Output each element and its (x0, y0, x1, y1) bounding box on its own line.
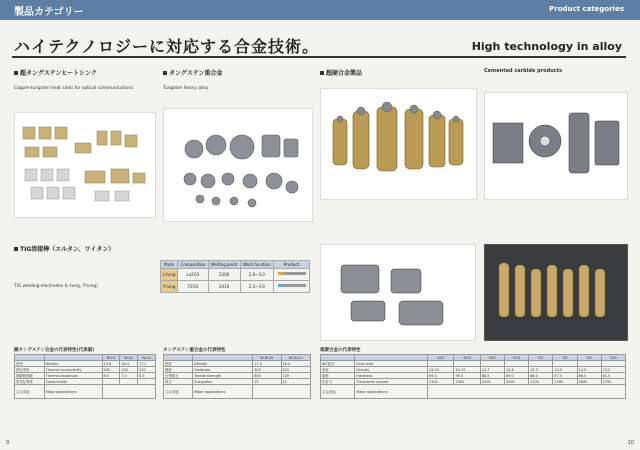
table2 (163, 354, 311, 399)
table-cell: 主な用途 (321, 385, 355, 399)
table-cell: 2700 (601, 379, 625, 385)
table-cell: 220 (120, 367, 138, 373)
section-heavy-alloy-title: タングステン重合金 (163, 68, 222, 77)
table-cell: 89.5 (428, 373, 454, 379)
table1-title: 銅タングステン合金の代表特性(代表値) (14, 348, 95, 353)
table-cell: 14.9 (577, 367, 601, 373)
tig-work: 2.3~3.9 (240, 281, 274, 293)
carbide-rods-photo (484, 244, 628, 341)
tig-mark: Y-tung (161, 281, 178, 293)
table-cell: 88.0 (529, 373, 553, 379)
table-cell: 90.0 (454, 373, 480, 379)
section-carbide-title: 超硬合金製品 (320, 68, 362, 77)
table-cell: 2000 (505, 379, 529, 385)
table-cell: 8.3 (138, 373, 156, 379)
table-cell: 86.0 (577, 373, 601, 379)
section-carbide-en-text (484, 76, 626, 90)
table3-title: 超硬合金の代表特性 (320, 348, 361, 353)
tig-product-icon (274, 269, 310, 281)
carbide-tools-photo (484, 92, 628, 200)
section-heavy-alloy-en-text (163, 92, 311, 104)
table1 (14, 354, 156, 399)
table-cell: Thermal conductivity (44, 367, 102, 373)
tig-table-header (161, 261, 310, 269)
table-cell: 硬度 (164, 367, 193, 373)
tig-melting: 2300 (208, 269, 240, 281)
section-heavy-alloy-text (163, 76, 311, 85)
table-cell: 電気伝導率 (15, 379, 45, 385)
section-tig-en-text (14, 292, 154, 340)
section-carbide-en: Cemented carbide products (484, 68, 563, 74)
table3-col: G3 (553, 355, 577, 361)
section-heat-sink-text (14, 76, 154, 85)
table-row (164, 385, 311, 399)
tig-row-y-tung (161, 281, 310, 293)
table1-col: W-Cu (102, 355, 120, 361)
table-row (321, 385, 626, 399)
page-title: ハイテクノロジーに対応する合金技術。 (14, 37, 320, 56)
section-heavy-alloy-en: Tungsten heavy alloy (163, 86, 209, 91)
table-cell: 16.4 (120, 361, 138, 367)
table-cell: 720 (281, 373, 310, 379)
section-tig-title: TIG溶接棒（エルタン、ワイタン） (14, 244, 114, 253)
heat-sink-photo (14, 112, 156, 218)
table-cell: 2200 (529, 379, 553, 385)
table2-title: タングステン重合金の代表特性 (163, 348, 226, 353)
table-cell: 2100 (428, 379, 454, 385)
carbide-rods-image (485, 245, 627, 340)
table-cell: Density (355, 367, 428, 373)
table-cell: Hardness (193, 367, 253, 373)
table-cell: 2300 (454, 379, 480, 385)
table-cell: 2500 (553, 379, 577, 385)
table-cell: 14.8 (505, 367, 529, 373)
table-cell: 硬度 (321, 373, 355, 379)
table-cell: 250 (138, 367, 156, 373)
drill-bits-image (321, 89, 476, 199)
heavy-alloy-photo (163, 108, 313, 222)
table3-col: V30 (601, 355, 625, 361)
wear-parts-image (321, 245, 475, 340)
tig-row-l-tung (161, 269, 310, 281)
table-cell: Grain size (355, 361, 428, 367)
tig-col-melting: Melting point (208, 261, 240, 269)
tig-product-icon (274, 281, 310, 293)
table-cell (253, 385, 311, 399)
carbide-description-jp (320, 206, 474, 236)
table3-col: K20 (428, 355, 454, 361)
section-carbide-text (320, 76, 474, 85)
table-cell: 熱膨張係数 (15, 373, 45, 379)
table-cell: 200 (102, 367, 120, 373)
table-cell: 300 (253, 367, 281, 373)
tig-col-work: Work function (240, 261, 274, 269)
section-heat-sink-en-text (14, 92, 154, 109)
table3-col: G2 (529, 355, 553, 361)
table-cell: 88.5 (480, 373, 504, 379)
table-cell: 6.5 (102, 373, 120, 379)
table-cell: 伸び (164, 379, 193, 385)
table-cell (428, 385, 626, 399)
table-cell: 抗折力 (321, 379, 355, 385)
table-cell: 密度 (321, 367, 355, 373)
table-cell: Tensile strength (193, 373, 253, 379)
tig-melting: 2410 (208, 281, 240, 293)
table-cell: 2800 (577, 379, 601, 385)
table-cell: 81.5 (601, 373, 625, 379)
table-cell: 17.0 (253, 361, 281, 367)
carbide-description-en (484, 202, 626, 232)
table3-col: M20 (454, 355, 480, 361)
table-cell: Density (44, 361, 102, 367)
table1-col: W-Cu (120, 355, 138, 361)
table-cell: 熱伝導率 (15, 367, 45, 373)
table-cell: 89.0 (505, 373, 529, 379)
carbide-bits-photo (320, 88, 477, 200)
table-cell: Major applications (193, 385, 253, 399)
section-heat-sink-en: Copper-tungsten heat sinks for optical communications (14, 86, 134, 91)
table-cell: 14.7 (480, 367, 504, 373)
table-cell: 引張強さ (164, 373, 193, 379)
table-cell: Density (193, 361, 253, 367)
tig-composition: La2O3 (178, 269, 208, 281)
table-cell: 15.6 (102, 361, 120, 367)
page-subtitle: High technology in alloy (471, 40, 622, 53)
heavy-alloy-image (164, 109, 312, 221)
table-cell: 主な用途 (15, 385, 45, 399)
table-cell: 320 (281, 367, 310, 373)
table-cell: 密度 (164, 361, 193, 367)
table-cell: 14.9 (553, 367, 577, 373)
table-row (15, 385, 156, 399)
table-cell: 14.9 (529, 367, 553, 373)
table-cell: 13.0 (601, 367, 625, 373)
page-number-right: 10 (627, 440, 634, 446)
page-number-left: 9 (6, 440, 10, 446)
table-cell: Major applications (44, 385, 102, 399)
table1-col: W-Cu (138, 355, 156, 361)
carbide-tools-image (485, 93, 627, 199)
table-cell: WC粒径 (321, 361, 355, 367)
table-cell: Hardness (355, 373, 428, 379)
tig-col-product: Product (274, 261, 310, 269)
table3-col: K10 (505, 355, 529, 361)
heat-sink-image (15, 113, 155, 217)
tig-col-composition: Composition (178, 261, 208, 269)
tig-mark: L-tung (161, 269, 178, 281)
table-cell: 15 (253, 379, 281, 385)
table2-col: W-Ni-Cu (281, 355, 310, 361)
title-rule (12, 56, 626, 58)
table3 (320, 354, 626, 399)
table-cell: 14.74 (454, 367, 480, 373)
table-cell: 密度 (15, 361, 45, 367)
table-cell: 14.74 (428, 367, 454, 373)
table-cell: Transverse rupture (355, 379, 428, 385)
table-cell: 2500 (480, 379, 504, 385)
tig-composition: Y2O3 (178, 281, 208, 293)
category-header (0, 0, 640, 20)
section-tig-en: TIG welding electrodes (L-tung, Y-tung) (14, 284, 98, 289)
table-cell: Major applications (355, 385, 428, 399)
table2-col: W-Ni-Fe (253, 355, 281, 361)
table-cell: 17.1 (138, 361, 156, 367)
table-cell: 主な用途 (164, 385, 193, 399)
tig-col-mark: Mark (161, 261, 178, 269)
table-cell: Elongation (193, 379, 253, 385)
table-cell (102, 385, 155, 399)
table-cell: 7.0 (120, 373, 138, 379)
table-cell: 87.0 (553, 373, 577, 379)
table-cell: Conductivity (44, 379, 102, 385)
tig-work: 2.8~4.0 (240, 269, 274, 281)
carbide-parts-photo (320, 244, 476, 341)
table-cell: 12 (281, 379, 310, 385)
section-tig-text (14, 254, 154, 282)
table3-col: S20 (480, 355, 504, 361)
table-cell: Thermal expansion (44, 373, 102, 379)
table-cell: 18.0 (281, 361, 310, 367)
table-cell: 850 (253, 373, 281, 379)
header-jp-title: 製品カテゴリー (14, 7, 84, 18)
section-heat-sink-title: 超タングステンヒートシンク (14, 68, 97, 77)
table3-col: G5 (577, 355, 601, 361)
tig-table (160, 260, 310, 293)
header-en-title: Product categories (549, 5, 624, 13)
